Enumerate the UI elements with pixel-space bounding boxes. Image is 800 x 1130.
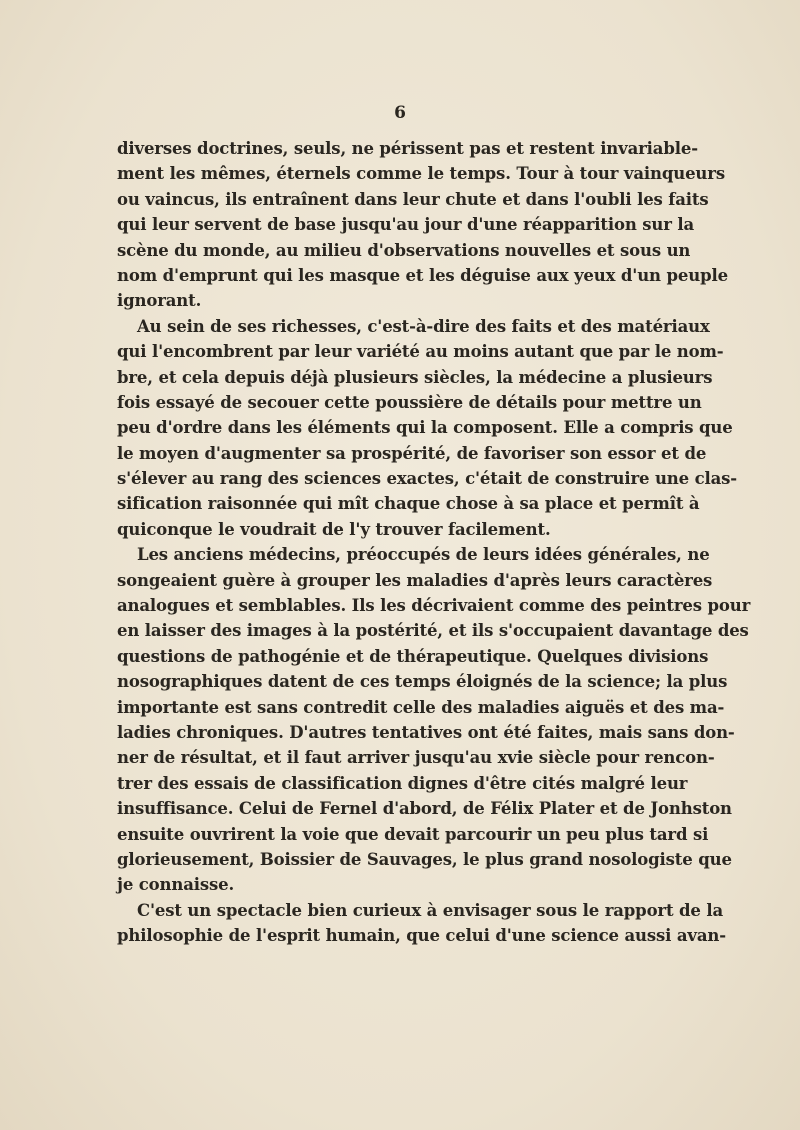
text-line: le moyen d'augmenter sa prospérité, de favoriser son essor et de [117, 443, 707, 463]
text-line: analogues et semblables. Ils les décrivaient comme des peintres pour [117, 596, 751, 616]
text-line: trer des essais de classification dignes d'être cités malgré leur [117, 773, 688, 793]
text-line: ou vaincus, ils entraînent dans leur chute et dans l'oubli les faits [117, 189, 709, 209]
text-line: qui leur servent de base jusqu'au jour d'une réapparition sur la [117, 215, 695, 235]
text-line: bre, et cela depuis déjà plusieurs siècles, la médecine a plusieurs [117, 367, 713, 387]
text-line: C'est un spectacle bien curieux à envisager sous le rapport de la [137, 900, 724, 920]
text-line: questions de pathogénie et de thérapeutique. Quelques divisions [117, 646, 709, 666]
text-line: diverses doctrines, seuls, ne périssent pas et restent invariable- [117, 139, 698, 158]
text-line: ladies chroniques. D'autres tentatives ont été faites, mais sans don- [117, 722, 735, 742]
text-line: nom d'emprunt qui les masque et les déguise aux yeux d'un peuple [117, 265, 728, 285]
text-line: insuffisance. Celui de Fernel d'abord, de Félix Plater et de Jonhston [117, 799, 732, 819]
text-line: quiconque le voudrait de l'y trouver facilement. [117, 519, 551, 539]
text-line: ner de résultat, et il faut arriver jusqu'au xvie siècle pour rencon- [117, 748, 715, 768]
text-line: scène du monde, au milieu d'observations nouvelles et sous un [117, 240, 691, 260]
text-line: philosophie de l'esprit humain, que celui d'une science aussi avan- [117, 926, 726, 946]
text-line: nosographiques datent de ces temps éloignés de la science; la plus [117, 672, 728, 692]
text-line: Les anciens médecins, préoccupés de leurs idées générales, ne [137, 545, 710, 565]
text-line: sification raisonnée qui mît chaque chose à sa place et permît à [117, 494, 700, 514]
text-line: s'élever au rang des sciences exactes, c'était de construire une clas- [117, 469, 737, 489]
text-line: glorieusement, Boissier de Sauvages, le plus grand nosologiste que [117, 849, 732, 869]
text-line: songeaient guère à grouper les maladies d'après leurs caractères [117, 570, 713, 590]
text-line: en laisser des images à la postérité, et ils s'occupaient davantage des [117, 621, 749, 641]
text-line: ment les mêmes, éternels comme le temps. Tour à tour vainqueurs [117, 164, 725, 184]
page-number: 6 [394, 103, 406, 123]
text-line: Au sein de ses richesses, c'est-à-dire des faits et des matériaux [137, 316, 710, 336]
text-line: ensuite ouvrirent la voie que devait parcourir un peu plus tard si [117, 824, 709, 844]
body-text [117, 136, 751, 949]
text-line: fois essayé de secouer cette poussière de détails pour mettre un [117, 392, 702, 412]
text-line: peu d'ordre dans les éléments qui la composent. Elle a compris que [117, 418, 733, 438]
text-line: ignorant. [117, 291, 202, 311]
text-line: qui l'encombrent par leur variété au moins autant que par le nom- [117, 342, 724, 362]
text-line: importante est sans contredit celle des maladies aiguës et des ma- [117, 697, 725, 717]
text-line: je connaisse. [117, 875, 235, 895]
